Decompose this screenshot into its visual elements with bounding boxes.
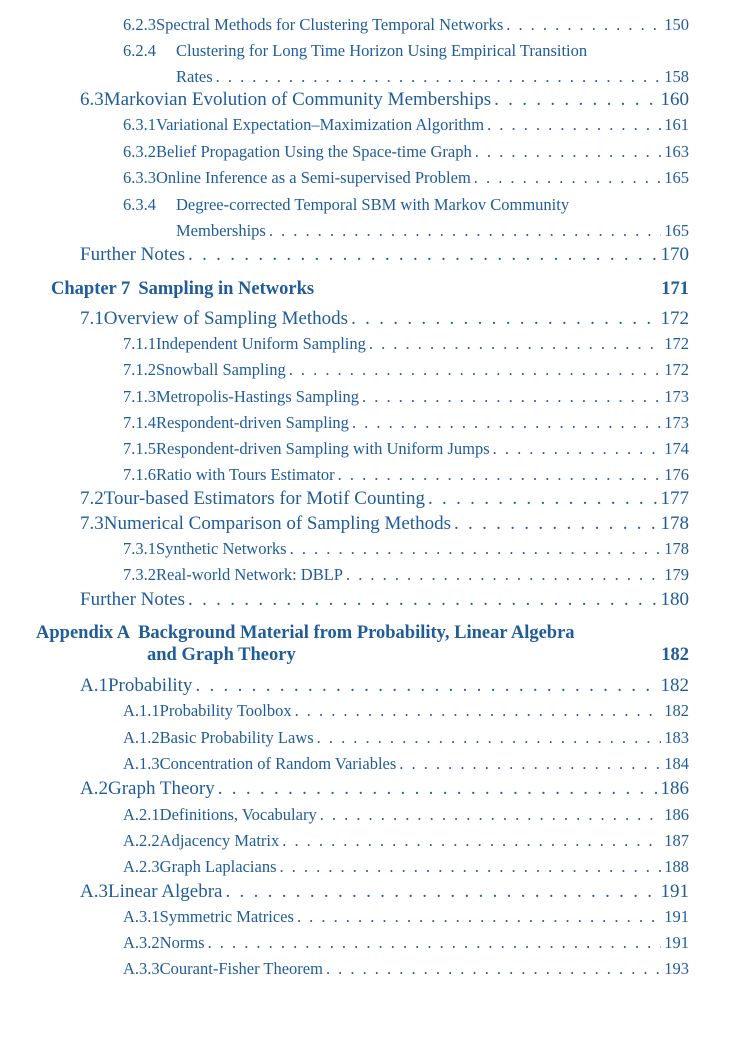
- entry-number: 7.1.6: [123, 465, 156, 484]
- entry-title: Spectral Methods for Clustering Temporal Networks: [156, 15, 504, 34]
- toc-entry[interactable]: [123, 933, 689, 953]
- toc-entry[interactable]: [123, 168, 689, 188]
- page-number: 174: [664, 439, 689, 458]
- page-number: 172: [664, 360, 689, 379]
- page-number: 193: [664, 959, 689, 978]
- entry-title: Independent Uniform Sampling: [156, 334, 366, 353]
- toc-entry[interactable]: [123, 565, 689, 585]
- entry-title: Numerical Comparison of Sampling Methods: [103, 513, 451, 534]
- entry-number: 6.3.1: [123, 115, 156, 134]
- entry-title: Courant-Fisher Theorem: [159, 959, 323, 978]
- entry-title: Graph Theory: [107, 778, 215, 799]
- entry-title: Snowball Sampling: [156, 360, 286, 379]
- entry-number: 7.3: [80, 513, 104, 534]
- toc-entry[interactable]: [123, 387, 689, 407]
- entry-number: A.2.3: [123, 857, 160, 876]
- leader-dots: [454, 513, 658, 535]
- page-number: 150: [664, 15, 689, 34]
- entry-number: A.2: [80, 778, 108, 799]
- leader-dots: [351, 308, 657, 330]
- entry-number: A.3.3: [123, 959, 160, 978]
- entry-number: A.1.3: [123, 754, 160, 773]
- toc-entry-continuation: [147, 645, 689, 666]
- leader-dots: [487, 115, 661, 135]
- toc-entry[interactable]: [51, 279, 689, 300]
- page-number: 191: [664, 907, 689, 926]
- leader-dots: [475, 142, 662, 162]
- leader-dots: [474, 168, 661, 188]
- page-number: 183: [664, 728, 689, 747]
- leader-dots: [338, 465, 662, 485]
- toc-entry-continuation: [176, 67, 689, 87]
- leader-dots: [352, 413, 661, 433]
- entry-title: Ratio with Tours Estimator: [156, 465, 335, 484]
- leader-dots: [188, 589, 657, 611]
- entry-number: 7.3.2: [123, 565, 156, 584]
- page-number: 161: [664, 115, 689, 134]
- toc-entry[interactable]: [123, 360, 689, 380]
- toc-entry[interactable]: [80, 308, 689, 330]
- entry-number: 6.3.3: [123, 168, 156, 187]
- entry-title: Definitions, Vocabulary: [159, 805, 317, 824]
- entry-title: Tour-based Estimators for Motif Counting: [103, 488, 425, 509]
- toc-entry[interactable]: [123, 439, 689, 459]
- entry-title: Metropolis-Hastings Sampling: [156, 387, 360, 406]
- page-number: 186: [664, 805, 689, 824]
- toc-entry[interactable]: [80, 778, 689, 800]
- leader-dots: [188, 244, 657, 266]
- toc-entry[interactable]: [123, 907, 689, 927]
- entry-title: Basic Probability Laws: [159, 728, 314, 747]
- entry-title-continued: Rates: [176, 67, 213, 86]
- leader-dots: [362, 387, 661, 407]
- entry-number: 6.3.2: [123, 142, 156, 161]
- toc-entry[interactable]: [123, 465, 689, 485]
- page-number: 182: [661, 645, 689, 665]
- toc-entry[interactable]: [123, 805, 689, 825]
- page-number: 165: [664, 168, 689, 187]
- page-number: 177: [660, 488, 689, 509]
- toc-entry[interactable]: [80, 244, 689, 266]
- entry-number: A.3.2: [123, 933, 160, 952]
- page-number: 188: [664, 857, 689, 876]
- leader-dots: [289, 360, 662, 380]
- entry-number: 7.1.4: [123, 413, 156, 432]
- entry-title: Linear Algebra: [107, 881, 223, 902]
- page-number: 184: [664, 754, 689, 773]
- leader-dots: [269, 221, 661, 241]
- entry-title: Concentration of Random Variables: [159, 754, 397, 773]
- leader-dots: [399, 754, 661, 774]
- leader-dots: [280, 857, 662, 877]
- entry-number: Chapter 7: [51, 279, 131, 299]
- toc-entry[interactable]: [36, 623, 689, 644]
- entry-title: Degree-corrected Temporal SBM with Markov Community: [176, 195, 570, 214]
- entry-number: A.1.1: [123, 701, 160, 720]
- entry-title: Probability Toolbox: [159, 701, 292, 720]
- page-number: 182: [664, 701, 689, 720]
- page-number: 165: [664, 221, 689, 240]
- page-number: 182: [660, 675, 689, 696]
- page-number: 172: [660, 308, 689, 329]
- entry-title: Synthetic Networks: [156, 539, 287, 558]
- entry-number: Appendix A: [36, 623, 131, 643]
- toc-entry[interactable]: [123, 15, 689, 35]
- entry-number: 7.3.1: [123, 539, 156, 558]
- toc-entry[interactable]: [123, 413, 689, 433]
- toc-entry[interactable]: [123, 334, 689, 354]
- leader-dots: [428, 488, 658, 510]
- toc-entry[interactable]: [80, 881, 689, 903]
- leader-dots: [216, 67, 662, 87]
- entry-number: 7.2: [80, 488, 104, 509]
- toc-entry[interactable]: [123, 959, 689, 979]
- entry-title: Clustering for Long Time Horizon Using Empirical Transition: [176, 41, 588, 60]
- page-number: 176: [664, 465, 689, 484]
- entry-number: A.3.1: [123, 907, 160, 926]
- entry-number: A.1.2: [123, 728, 160, 747]
- entry-title: Further Notes: [80, 589, 186, 610]
- page-number: 163: [664, 142, 689, 161]
- entry-title: Online Inference as a Semi-supervised Problem: [156, 168, 471, 187]
- leader-dots: [506, 15, 661, 35]
- entry-title: Norms: [159, 933, 205, 952]
- leader-dots: [346, 565, 661, 585]
- page-number: 170: [660, 244, 689, 265]
- leader-dots: [208, 933, 662, 953]
- entry-number: A.2.1: [123, 805, 160, 824]
- page-number: 191: [664, 933, 689, 952]
- entry-title: Probability: [107, 675, 193, 696]
- entry-number: 7.1.5: [123, 439, 156, 458]
- entry-number: 6.2.4: [123, 41, 156, 60]
- entry-title: Variational Expectation–Maximization Algorithm: [156, 115, 485, 134]
- page-number: 158: [664, 67, 689, 86]
- entry-title: Real-world Network: DBLP: [156, 565, 343, 584]
- toc-entry[interactable]: [80, 675, 689, 697]
- toc-entry[interactable]: [123, 41, 689, 61]
- entry-title: Belief Propagation Using the Space-time Graph: [156, 142, 472, 161]
- leader-dots: [225, 881, 657, 903]
- page-number: 178: [664, 539, 689, 558]
- entry-title-continued: and Graph Theory: [147, 645, 296, 665]
- entry-number: 7.1.1: [123, 334, 156, 353]
- page-number: 187: [664, 831, 689, 850]
- leader-dots: [218, 778, 658, 800]
- page-number: 186: [660, 778, 689, 799]
- page-number: 171: [661, 279, 689, 299]
- toc-entry[interactable]: [123, 115, 689, 135]
- toc-entry[interactable]: [123, 728, 689, 748]
- entry-number: 6.3: [80, 89, 104, 110]
- entry-title: Markovian Evolution of Community Memberships: [103, 89, 492, 110]
- entry-title: Background Material from Probability, Linear Algebra: [138, 623, 575, 643]
- page-number: 180: [660, 589, 689, 610]
- leader-dots: [493, 439, 662, 459]
- leader-dots: [297, 907, 661, 927]
- toc-entry[interactable]: [80, 589, 689, 611]
- toc-entry[interactable]: [80, 513, 689, 535]
- entry-number: 6.2.3: [123, 15, 156, 34]
- leader-dots: [195, 675, 657, 697]
- toc-entry[interactable]: [123, 195, 689, 215]
- toc-entry-continuation: [176, 221, 689, 241]
- toc-entry[interactable]: [123, 539, 689, 559]
- entry-title-continued: Memberships: [176, 221, 266, 240]
- entry-title: Symmetric Matrices: [159, 907, 294, 926]
- leader-dots: [369, 334, 661, 354]
- entry-number: 7.1.3: [123, 387, 156, 406]
- leader-dots: [326, 959, 661, 979]
- leader-dots: [295, 701, 662, 721]
- toc-entry[interactable]: [80, 488, 689, 510]
- toc-entry[interactable]: [80, 89, 689, 111]
- entry-title: Further Notes: [80, 244, 186, 265]
- entry-title: Respondent-driven Sampling: [156, 413, 349, 432]
- page-number: 191: [660, 881, 689, 902]
- toc-entry[interactable]: [123, 142, 689, 162]
- page-number: 179: [664, 565, 689, 584]
- entry-number: A.3: [80, 881, 108, 902]
- entry-number: 7.1.2: [123, 360, 156, 379]
- entry-title: Overview of Sampling Methods: [103, 308, 349, 329]
- leader-dots: [317, 728, 662, 748]
- leader-dots: [282, 831, 661, 851]
- toc-entry[interactable]: [123, 701, 689, 721]
- toc-entry[interactable]: [123, 831, 689, 851]
- entry-title: Graph Laplacians: [159, 857, 277, 876]
- entry-number: 7.1: [80, 308, 104, 329]
- entry-title: Sampling in Networks: [138, 279, 315, 299]
- entry-number: A.2.2: [123, 831, 160, 850]
- entry-title: Adjacency Matrix: [159, 831, 280, 850]
- page-number: 178: [660, 513, 689, 534]
- leader-dots: [320, 805, 662, 825]
- entry-title: Respondent-driven Sampling with Uniform Jumps: [156, 439, 490, 458]
- page-number: 172: [664, 334, 689, 353]
- entry-number: A.1: [80, 675, 108, 696]
- leader-dots: [494, 89, 657, 111]
- toc-entry[interactable]: [123, 857, 689, 877]
- toc-entry[interactable]: [123, 754, 689, 774]
- page-number: 173: [664, 413, 689, 432]
- leader-dots: [290, 539, 662, 559]
- page-number: 160: [660, 89, 689, 110]
- entry-number: 6.3.4: [123, 195, 156, 214]
- page-number: 173: [664, 387, 689, 406]
